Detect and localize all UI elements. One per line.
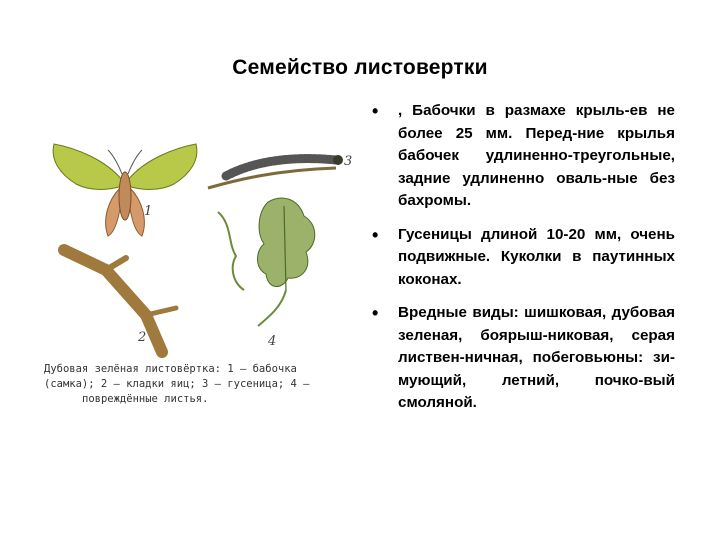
bullet-text: Вредные виды: шишковая, дубовая зеленая, боярыш-никовая, серая листвен-ничная, побеговьюны: зи-мующий, летний, почко-вый смоляной. — [398, 304, 675, 411]
label-3: 3 — [344, 154, 353, 169]
bullet-marker: • — [372, 224, 379, 245]
bullet-text: Гусеницы длиной 10-20 мм, очень подвижные. Куколки в паутинных коконах. — [398, 225, 675, 288]
bullet-list — [372, 100, 675, 426]
bullet-item — [372, 302, 675, 415]
bullet-item — [372, 100, 675, 213]
caption-line: (самка); 2 — кладки яиц; 3 — гусеница; 4 — — [44, 378, 310, 390]
label-4: 4 — [268, 334, 277, 349]
caption-line: повреждённые листья. — [82, 393, 209, 405]
figure-caption — [44, 362, 366, 407]
illustration — [36, 140, 366, 365]
caption-line: Дубовая зелёная листовёртка: 1 — бабочка — [44, 363, 297, 375]
moth-drawing — [53, 144, 197, 236]
oak-leaf-roller-figure — [36, 140, 366, 425]
slide-title: Семейство листовертки — [232, 56, 488, 79]
bullet-text: , Бабочки в размахе крыль-ев не более 25 мм. Перед-ние крылья бабочек удлиненно-треугольные, задние удлиненно оваль-ные без бахромы. — [398, 102, 675, 209]
bullet-marker: • — [372, 303, 379, 323]
label-2: 2 — [138, 330, 147, 345]
label-1: 1 — [144, 204, 153, 219]
twig-drawing — [64, 250, 176, 352]
bullet-item — [372, 224, 675, 292]
caterpillar-drawing — [208, 155, 343, 188]
bullet-marker: • — [372, 101, 379, 121]
damaged-leaves-drawing — [218, 198, 315, 326]
